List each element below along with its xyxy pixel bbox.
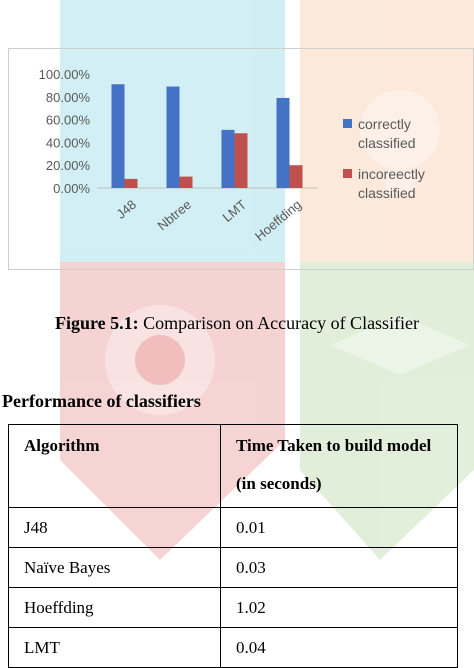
table-cell-time: 0.03 <box>221 548 458 588</box>
bar <box>167 87 180 188</box>
table-row <box>9 628 458 668</box>
bar-chart <box>9 49 473 269</box>
bar <box>277 98 290 188</box>
y-tick-label: 100.00% <box>38 67 90 82</box>
legend-label: correctly <box>358 116 411 132</box>
table-header-time: Time Taken to build model (in seconds) <box>221 425 458 508</box>
y-tick-label: 40.00% <box>45 135 90 151</box>
y-tick-label: 0.00% <box>53 181 90 196</box>
table-header-row <box>9 425 458 508</box>
y-tick-label: 60.00% <box>45 112 90 128</box>
legend-swatch <box>343 169 352 178</box>
bar <box>290 165 303 188</box>
table-cell-time: 0.01 <box>221 508 458 548</box>
bar <box>112 84 125 188</box>
performance-table <box>8 424 458 668</box>
chart-frame <box>8 48 474 270</box>
table-row <box>9 508 458 548</box>
table-cell-time: 1.02 <box>221 588 458 628</box>
table-row <box>9 548 458 588</box>
figure-caption <box>0 313 474 334</box>
caption-text: Comparison on Accuracy of Classifier <box>138 313 420 333</box>
table-cell-algorithm: Hoeffding <box>9 588 221 628</box>
bar <box>125 179 138 188</box>
x-tick-label: LMT <box>219 196 250 225</box>
bar <box>222 130 235 188</box>
x-tick-label: J48 <box>113 196 140 222</box>
legend-swatch <box>343 119 352 128</box>
legend-label: incoreectly <box>358 166 425 182</box>
legend-label: classified <box>358 185 416 201</box>
table-cell-time: 0.04 <box>221 628 458 668</box>
table-cell-algorithm: LMT <box>9 628 221 668</box>
legend-label: classified <box>358 135 416 151</box>
caption-label: Figure 5.1: <box>54 313 139 333</box>
bar <box>235 133 248 188</box>
y-tick-label: 80.00% <box>45 89 90 105</box>
x-tick-label: Hoeffding <box>252 196 305 244</box>
table-row <box>9 588 458 628</box>
table-header-algorithm: Algorithm <box>9 425 221 508</box>
section-title: Performance of classifiers <box>2 391 201 411</box>
table-cell-algorithm: Naïve Bayes <box>9 548 221 588</box>
y-tick-label: 20.00% <box>45 158 90 174</box>
x-tick-label: Nbtree <box>154 196 195 234</box>
bar <box>180 177 193 188</box>
table-cell-algorithm: J48 <box>9 508 221 548</box>
